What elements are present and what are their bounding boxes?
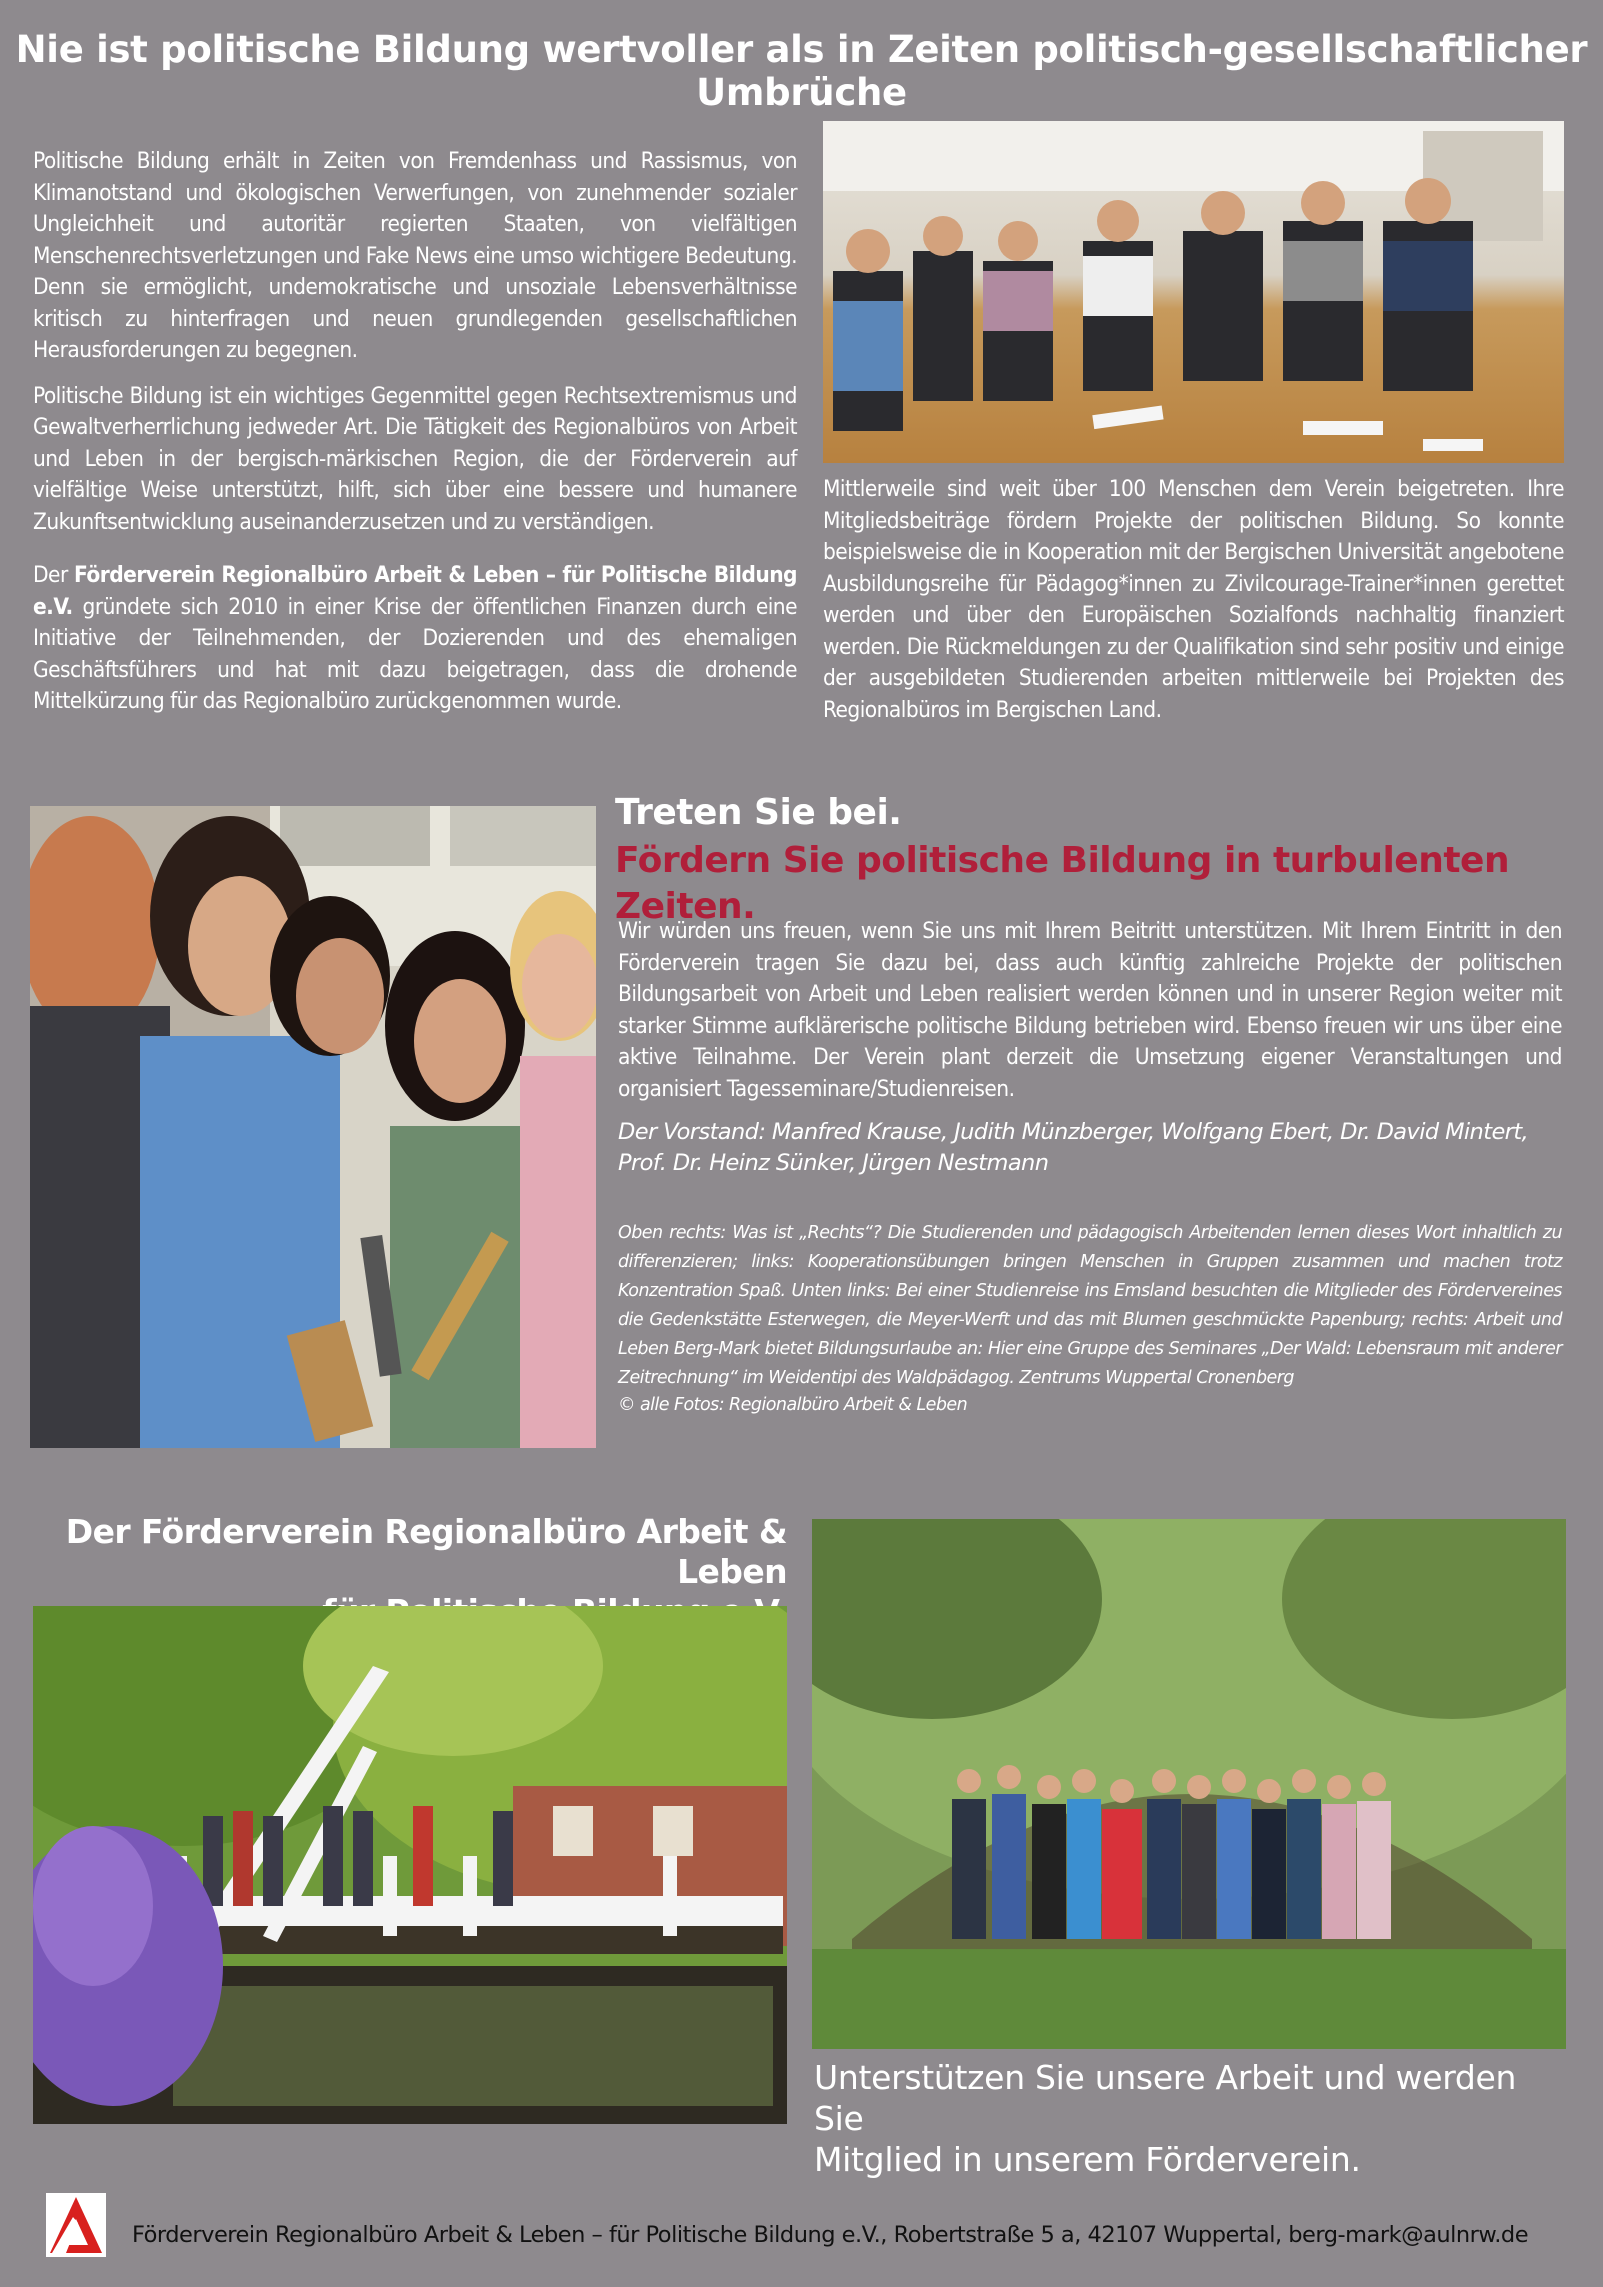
students-photo (30, 806, 596, 1448)
group-photo (812, 1519, 1566, 2049)
join-subheading: Fördern Sie politische Bildung in turbulenten Zeiten. (615, 840, 1510, 927)
second-paragraph: Politische Bildung ist ein wichtiges Gegenmittel gegen Rechtsextremismus und Gewaltverherrlichung jedweder Art. Die Tätigkeit des Regionalbüros von Arbeit und Leben in der bergisch-märkischen Region, die der Förderverein auf vielfältige Weise unterstützt, hilft, sich über eine bessere und humanere Zukunftsentwicklung auseinanderzusetzen und zu verständigen. (33, 382, 797, 535)
left-column (33, 146, 797, 718)
support-call (814, 2057, 1566, 2180)
photo-copyright: © alle Fotos: Regionalbüro Arbeit & Leben (618, 1395, 968, 1415)
board-line-1: Der Vorstand: Manfred Krause, Judith Münzberger, Wolfgang Ebert, Dr. David Mintert, (618, 1119, 1529, 1145)
join-text: Wir würden uns freuen, wenn Sie uns mit Ihrem Beitritt unterstützen. Mit Ihrem Eintritt in den Förderverein tragen Sie dazu bei, dass auch künftig zahlreiche Projekte der politischen Bildungsarbeit von Arbeit und Leben realisiert werden können und in unserer Region weiter mit starker Stimme aufklärerische politische Bildung betrieben wird. Ebenso freuen wir uns über eine aktive Teilnahme. Der Verein plant derzeit die Umsetzung eigener Veranstaltungen und organisiert Tagesseminare/Studienreisen. (618, 918, 1562, 1102)
seminar-photo (823, 121, 1564, 463)
board-line-2: Prof. Dr. Heinz Sünker, Jürgen Nestmann (618, 1150, 1049, 1176)
photo-caption: Oben rechts: Was ist „Rechts“? Die Studierenden und pädagogisch Arbeitenden lernen dieses Wort inhaltlich zu differenzieren; links: Kooperationsübungen bringen Menschen in Gruppen zusammen und machen trotz Konzentration Spaß. Unten links: Bei einer Studienreise ins Emsland besuchten die Mitglieder des Fördervereines die Gedenkstätte Esterwegen, die Meyer-Werft und das mit Blumen geschmückte Papenburg; rechts: Arbeit und Leben Berg-Mark bietet Bildungsurlaube an: Hier eine Gruppe des Seminares „Der Wald: Lebensraum mit anderer Zeitrechnung“ im Weidentipi des Waldpädagog. Zentrums Wuppertal Cronenberg (618, 1223, 1562, 1388)
support-call-line-1: Unterstützen Sie unsere Arbeit und werden Sie (814, 2058, 1517, 2138)
right-column (823, 474, 1564, 726)
members-paragraph: Mittlerweile sind weit über 100 Menschen dem Verein beigetreten. Ihre Mitgliedsbeiträge fördern Projekte der politischen Bildung. So konnte beispielsweise die in Kooperation mit der Bergischen Universität angebotene Ausbildungsreihe für Pädagog*innen zu Zivilcourage-Trainer*innen gerettet werden und über den Europäischen Sozialfonds nachhaltig finanziert werden. Die Rückmeldungen zu der Qualifikation sind sehr positiv und einige der ausgebildeten Studierenden arbeiten mittlerweile bei Projekten des Regionalbüros im Bergischen Land. (823, 476, 1564, 723)
founding-text: gründete sich 2010 in einer Krise der öffentlichen Finanzen durch eine Initiative der Teilnehmenden, der Dozierenden und des ehemaligen Geschäftsführers und hat mit dazu beigetragen, dass die drohende Mittelkürzung für das Regionalbüro zurückgenommen wurde. (33, 593, 797, 714)
bridge-photo (33, 1606, 787, 2124)
arbeit-und-leben-logo-icon (46, 2193, 106, 2257)
support-call-line-2: Mitglied in unserem Förderverein. (814, 2140, 1361, 2179)
association-heading-line-1: Der Förderverein Regionalbüro Arbeit & Leben (65, 1512, 787, 1591)
join-heading: Treten Sie bei. (615, 792, 902, 833)
intro-paragraph: Politische Bildung erhält in Zeiten von Fremdenhass und Rassismus, von Klimanotstand und ökologischen Verwerfungen, von zunehmender sozialer Ungleichheit und autoritär regierten Staaten, von vielfältigen Menschenrechtsverletzungen und Fake News eine umso wichtigere Bedeutung. Denn sie ermöglicht, undemokratische und unsoziale Lebensverhältnisse kritisch zu hinterfragen und neuen grundlegenden gesellschaftlichen Herausforderungen zu begegnen. (33, 148, 797, 363)
founding-prefix: Der (33, 562, 75, 588)
association-name: Förderverein Regionalbüro Arbeit & Leben – für Politische Bildung e.V. (33, 562, 797, 620)
footer-address: Förderverein Regionalbüro Arbeit & Leben – für Politische Bildung e.V., Robertstraße 5 a, 42107 Wuppertal, berg-mark@aulnrw.de (132, 2222, 1529, 2248)
page-title: Nie ist politische Bildung wertvoller als in Zeiten politisch-gesellschaftlicher Umbrüche (15, 28, 1588, 114)
join-block (618, 916, 1562, 1420)
founding-paragraph (33, 560, 797, 718)
